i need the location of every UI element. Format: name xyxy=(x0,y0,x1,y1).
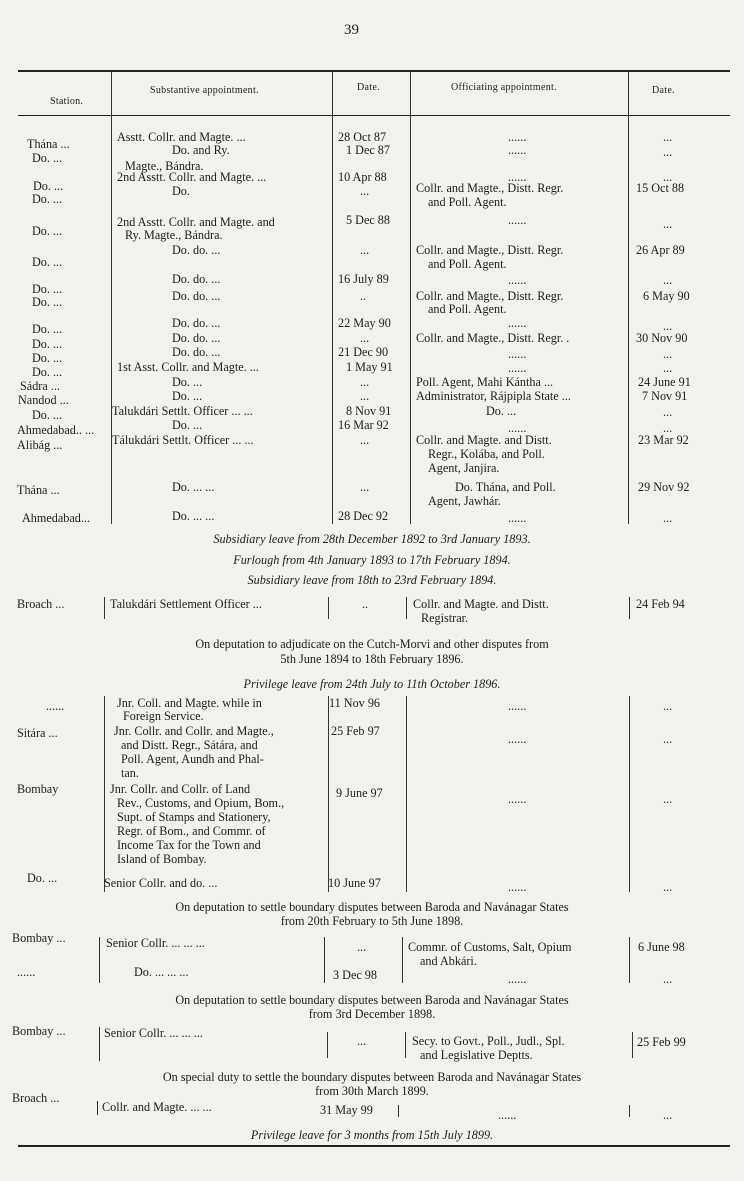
table-cell: ... xyxy=(357,940,367,954)
table-cell: ... xyxy=(663,1108,673,1122)
table-cell: ... xyxy=(663,699,673,713)
table-cell: ...... xyxy=(508,213,527,227)
table-cell: Island of Bombay. xyxy=(117,852,207,866)
column-rule xyxy=(405,1032,406,1058)
table-cell: Collr. and Magte., Distt. Regr. xyxy=(416,243,564,257)
note-line: from 30th March 1899. xyxy=(315,1084,429,1098)
table-cell: 21 Dec 90 xyxy=(338,345,389,359)
table-cell: and Distt. Regr., Sátára, and xyxy=(121,738,258,752)
column-rule xyxy=(629,1105,630,1117)
table-cell: Do. ... xyxy=(486,404,517,418)
table-cell: Do. and Ry. xyxy=(172,143,230,157)
table-cell: ... xyxy=(360,433,370,447)
table-cell: Collr. and Magte. ... ... xyxy=(102,1100,212,1114)
table-cell: ... xyxy=(663,347,673,361)
table-cell: Do. do. ... xyxy=(172,316,221,330)
table-cell: 7 Nov 91 xyxy=(642,389,688,403)
table-cell: Sitára ... xyxy=(17,726,58,740)
table-cell: ...... xyxy=(508,170,527,184)
table-cell: 30 Nov 90 xyxy=(636,331,688,345)
table-cell: Regr., Kolába, and Poll. xyxy=(428,447,545,461)
header-station: Station. xyxy=(50,96,84,107)
table-cell: ...... xyxy=(508,792,527,806)
note-line: On deputation to adjudicate on the Cutch-Morvi and other disputes from xyxy=(195,637,549,651)
table-cell: Do. do. ... xyxy=(172,331,221,345)
table-cell: ... xyxy=(663,732,673,746)
table-cell: 29 Nov 92 xyxy=(638,480,690,494)
table-cell: Broach ... xyxy=(17,597,65,611)
table-cell: Alibág ... xyxy=(17,438,63,452)
table-cell: Ry. Magte., Bándra. xyxy=(125,228,223,242)
page-number: 39 xyxy=(344,22,359,38)
table-cell: Do. do. ... xyxy=(172,289,221,303)
table-cell: 11 Nov 96 xyxy=(329,696,381,710)
table-cell: 25 Feb 99 xyxy=(637,1035,686,1049)
table-cell: Foreign Service. xyxy=(123,709,204,723)
table-cell: ...... xyxy=(17,965,36,979)
table-cell: ...... xyxy=(508,421,527,435)
table-cell: ... xyxy=(360,375,370,389)
column-rule xyxy=(327,1032,328,1058)
table-cell: Agent, Jawhár. xyxy=(428,494,501,508)
table-cell: .. xyxy=(362,597,369,611)
note-line: Subsidiary leave from 18th to 23rd February 1894. xyxy=(247,573,497,587)
column-rule xyxy=(332,72,333,524)
table-cell: ...... xyxy=(508,880,527,894)
table-cell: Do. ... xyxy=(32,408,63,422)
table-cell: ...... xyxy=(508,143,527,157)
table-cell: 28 Oct 87 xyxy=(338,130,387,144)
table-cell: ...... xyxy=(508,511,527,525)
column-rule xyxy=(629,597,630,619)
table-cell: ... xyxy=(360,243,370,257)
table-cell: 1 Dec 87 xyxy=(346,143,390,157)
table-cell: Do. ... xyxy=(32,255,63,269)
table-cell: and Abkári. xyxy=(420,954,477,968)
table-cell: 31 May 99 xyxy=(320,1103,373,1117)
table-cell: Collr. and Magte. and Distt. xyxy=(416,433,552,447)
column-rule xyxy=(632,1032,633,1058)
table-cell: 24 June 91 xyxy=(638,375,691,389)
table-cell: ... xyxy=(663,130,673,144)
table-cell: Do. do. ... xyxy=(172,345,221,359)
table-cell: ... xyxy=(663,145,673,159)
table-cell: 15 Oct 88 xyxy=(636,181,685,195)
table-cell: ... xyxy=(663,217,673,231)
table-cell: Do. ... xyxy=(172,389,203,403)
table-cell: Do. ... xyxy=(32,337,63,351)
table-cell: ... xyxy=(663,405,673,419)
table-cell: Do. do. ... xyxy=(172,243,221,257)
table-cell: Do. xyxy=(172,184,190,198)
table-cell: Do. ... xyxy=(32,322,63,336)
table-cell: ... xyxy=(360,331,370,345)
table-cell: ... xyxy=(663,361,673,375)
column-rule xyxy=(99,937,100,983)
note-line: Subsidiary leave from 28th December 1892 to 3rd January 1893. xyxy=(213,532,531,546)
table-cell: ...... xyxy=(508,347,527,361)
table-cell: Bombay ... xyxy=(12,1024,66,1038)
table-cell: Supt. of Stamps and Stationery, xyxy=(117,810,271,824)
table-cell: Regr. of Bom., and Commr. of xyxy=(117,824,266,838)
table-cell: tan. xyxy=(121,766,139,780)
note-line: On deputation to settle boundary disputes between Baroda and Navánagar States xyxy=(175,900,569,914)
table-cell: ... xyxy=(357,1034,367,1048)
table-cell: 6 June 98 xyxy=(638,940,685,954)
table-cell: .. xyxy=(360,289,367,303)
table-cell: Do. do. ... xyxy=(172,272,221,286)
table-cell: 26 Apr 89 xyxy=(636,243,685,257)
table-cell: Do. ... xyxy=(33,179,64,193)
table-cell: Jnr. Coll. and Magte. while in xyxy=(117,696,262,710)
table-cell: 16 July 89 xyxy=(338,272,389,286)
table-cell: ...... xyxy=(508,361,527,375)
table-cell: Collr. and Magte., Distt. Regr. . xyxy=(416,331,570,345)
table-cell: Do. ... xyxy=(32,151,63,165)
header-top-rule xyxy=(18,70,730,72)
table-cell: Do. ... xyxy=(32,351,63,365)
table-cell: Do. ... xyxy=(32,295,63,309)
column-rule xyxy=(406,597,407,619)
table-cell: Ahmedabad... xyxy=(22,511,91,525)
table-cell: Do. ... xyxy=(32,365,63,379)
table-cell: Secy. to Govt., Poll., Judl., Spl. xyxy=(412,1034,565,1048)
column-rule xyxy=(410,72,411,524)
table-cell: ...... xyxy=(508,699,527,713)
table-cell: and Poll. Agent. xyxy=(428,257,507,271)
table-cell: 6 May 90 xyxy=(643,289,690,303)
table-cell: 10 Apr 88 xyxy=(338,170,387,184)
table-cell: Poll. Agent, Aundh and Phal- xyxy=(121,752,264,766)
column-rule xyxy=(328,597,329,619)
header-officiating: Officiating appointment. xyxy=(451,82,557,93)
table-cell: Income Tax for the Town and xyxy=(117,838,261,852)
table-cell: ... xyxy=(663,972,673,986)
header-bottom-rule xyxy=(18,115,730,116)
table-cell: Bombay xyxy=(17,782,59,796)
column-rule xyxy=(398,1105,399,1117)
table-cell: 10 June 97 xyxy=(328,876,381,890)
column-rule xyxy=(324,937,325,983)
header-date-1: Date. xyxy=(357,82,380,93)
note-line: On deputation to settle boundary disputes between Baroda and Navánagar States xyxy=(175,993,569,1007)
table-cell: Do. ... ... xyxy=(172,480,215,494)
table-cell: ... xyxy=(663,421,673,435)
column-rule xyxy=(628,72,629,524)
table-cell: 1 May 91 xyxy=(346,360,393,374)
table-cell: 1st Asst. Collr. and Magte. ... xyxy=(117,360,259,374)
table-cell: Registrar. xyxy=(421,611,469,625)
table-cell: 23 Mar 92 xyxy=(638,433,689,447)
table-cell: ...... xyxy=(508,732,527,746)
column-rule xyxy=(104,597,105,619)
table-cell: ...... xyxy=(508,130,527,144)
table-cell: Do. ... xyxy=(27,871,58,885)
column-rule xyxy=(99,1027,100,1061)
column-rule xyxy=(111,72,112,524)
table-cell: and Poll. Agent. xyxy=(428,195,507,209)
note-line: On special duty to settle the boundary disputes between Baroda and Navánagar States xyxy=(162,1070,582,1084)
table-cell: Jnr. Collr. and Collr. and Magte., xyxy=(114,724,274,738)
table-cell: Administrator, Rájpipla State ... xyxy=(416,389,571,403)
table-cell: Do. ... xyxy=(32,224,63,238)
table-cell: Collr. and Magte., Distt. Regr. xyxy=(416,181,564,195)
footer-rule xyxy=(18,1145,730,1147)
table-cell: Talukdári Settlt. Officer ... ... xyxy=(112,404,253,418)
column-rule xyxy=(629,696,630,892)
table-cell: 9 June 97 xyxy=(336,786,383,800)
table-cell: ... xyxy=(360,184,370,198)
table-cell: ... xyxy=(663,273,673,287)
table-cell: 28 Dec 92 xyxy=(338,509,389,523)
table-cell: 16 Mar 92 xyxy=(338,418,389,432)
table-cell: Collr. and Magte. and Distt. xyxy=(413,597,549,611)
header-date-2: Date. xyxy=(652,85,675,96)
table-cell: 25 Feb 97 xyxy=(331,724,380,738)
table-cell: ...... xyxy=(508,972,527,986)
table-cell: Broach ... xyxy=(12,1091,60,1105)
table-cell: Senior Collr. and do. ... xyxy=(104,876,218,890)
note-line: 5th June 1894 to 18th February 1896. xyxy=(280,652,464,666)
note-line: from 3rd December 1898. xyxy=(308,1007,436,1021)
table-cell: ... xyxy=(663,792,673,806)
table-cell: and Legislative Deptts. xyxy=(420,1048,533,1062)
table-cell: ...... xyxy=(508,316,527,330)
table-cell: Talukdári Settlement Officer ... xyxy=(110,597,262,611)
table-cell: Senior Collr. ... ... ... xyxy=(106,936,205,950)
table-cell: 2nd Asstt. Collr. and Magte. ... xyxy=(117,170,267,184)
table-cell: Do. ... ... ... xyxy=(134,965,189,979)
note-line: from 20th February to 5th June 1898. xyxy=(280,914,464,928)
table-cell: Do. Thána, and Poll. xyxy=(455,480,556,494)
table-cell: 22 May 90 xyxy=(338,316,391,330)
table-cell: ... xyxy=(663,319,673,333)
table-cell: Collr. and Magte., Distt. Regr. xyxy=(416,289,564,303)
note-line: Furlough from 4th January 1893 to 17th February 1894. xyxy=(233,553,511,567)
table-cell: ...... xyxy=(46,699,65,713)
table-cell: Magte., Bándra. xyxy=(125,159,204,173)
table-cell: Ahmedabad.. ... xyxy=(17,423,95,437)
column-rule xyxy=(629,937,630,983)
table-cell: Agent, Janjira. xyxy=(428,461,500,475)
table-cell: ... xyxy=(360,389,370,403)
table-cell: Sádra ... xyxy=(20,379,60,393)
table-cell: Rev., Customs, and Opium, Bom., xyxy=(117,796,285,810)
table-cell: Do. ... xyxy=(32,282,63,296)
table-cell: Thána ... xyxy=(17,483,60,497)
table-cell: 8 Nov 91 xyxy=(346,404,392,418)
table-cell: Tálukdári Settlt. Officer ... ... xyxy=(112,433,254,447)
table-cell: Do. ... ... xyxy=(172,509,215,523)
table-cell: ... xyxy=(663,511,673,525)
header-substantive: Substantive appointment. xyxy=(150,85,259,96)
table-cell: Jnr. Collr. and Collr. of Land xyxy=(110,782,251,796)
table-cell: Commr. of Customs, Salt, Opium xyxy=(408,940,572,954)
table-cell: ...... xyxy=(508,273,527,287)
table-cell: Thána ... xyxy=(27,137,70,151)
table-cell: Do. ... xyxy=(172,375,203,389)
note-line: Privilege leave for 3 months from 15th July 1899. xyxy=(250,1128,494,1142)
table-cell: ...... xyxy=(498,1108,517,1122)
table-cell: Poll. Agent, Mahi Kántha ... xyxy=(416,375,554,389)
table-cell: 5 Dec 88 xyxy=(346,213,390,227)
table-cell: 2nd Asstt. Collr. and Magte. and xyxy=(117,215,275,229)
table-cell: 24 Feb 94 xyxy=(636,597,685,611)
table-cell: ... xyxy=(360,480,370,494)
table-cell: ... xyxy=(663,170,673,184)
table-cell: Do. ... xyxy=(32,192,63,206)
note-line: Privilege leave from 24th July to 11th October 1896. xyxy=(243,677,501,691)
column-rule xyxy=(402,937,403,983)
column-rule xyxy=(328,696,329,892)
table-cell: and Poll. Agent. xyxy=(428,302,507,316)
column-rule xyxy=(406,696,407,892)
table-cell: Senior Collr. ... ... ... xyxy=(104,1026,203,1040)
table-cell: Do. ... xyxy=(172,418,203,432)
table-cell: Nandod ... xyxy=(18,393,69,407)
table-cell: Bombay ... xyxy=(12,931,66,945)
column-rule xyxy=(104,696,105,892)
table-cell: ... xyxy=(663,880,673,894)
column-rule xyxy=(97,1101,98,1115)
table-cell: 3 Dec 98 xyxy=(333,968,377,982)
table-cell: Asstt. Collr. and Magte. ... xyxy=(117,130,246,144)
